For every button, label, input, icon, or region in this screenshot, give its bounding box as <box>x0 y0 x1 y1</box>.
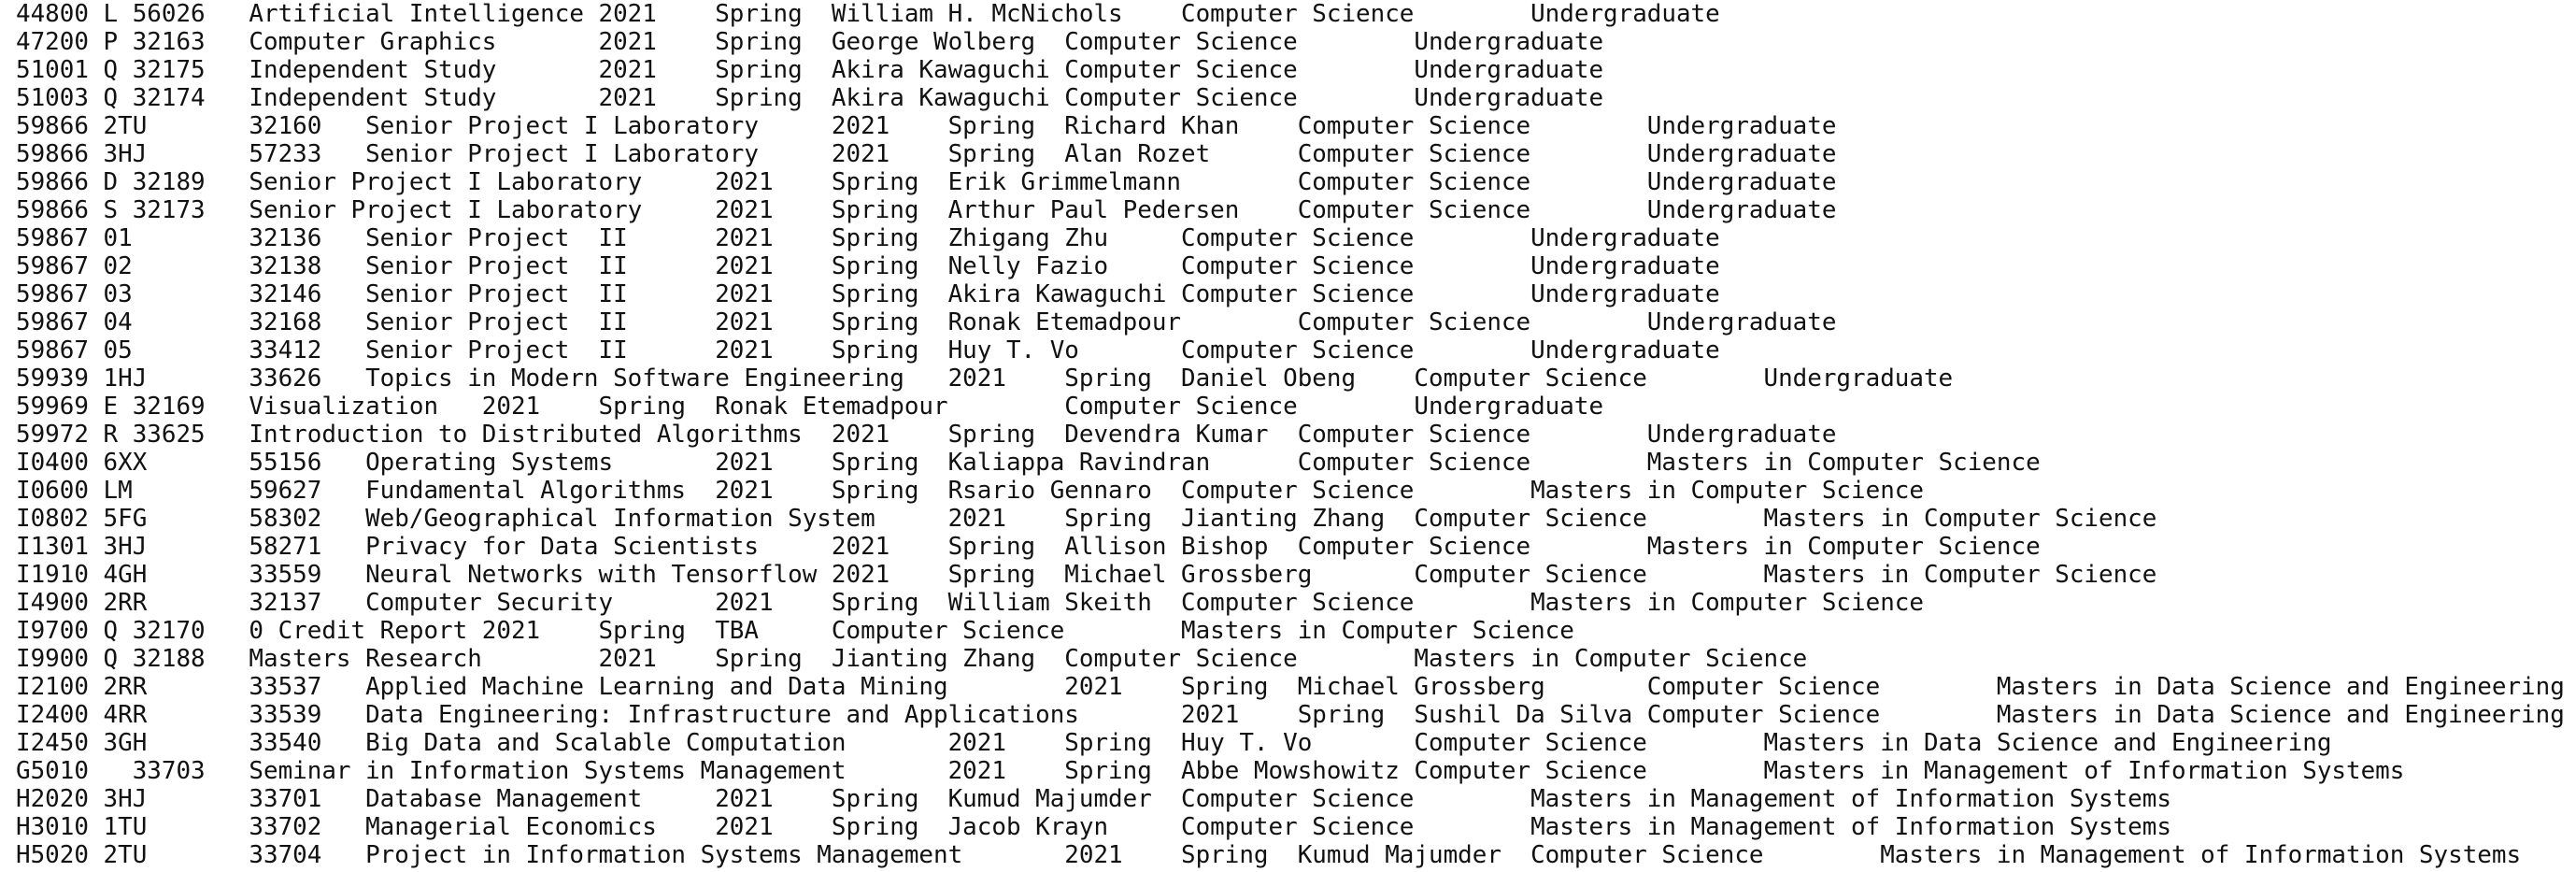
text-line: 59972 R 33625 Introduction to Distributed Algorithms 2021 Spring Devendra Kumar Computer Science Undergraduate <box>16 421 1837 449</box>
text-line: 59939 1HJ 33626 Topics in Modern Software Engineering 2021 Spring Daniel Obeng Computer Science Undergraduate <box>16 365 1954 393</box>
text-line: I9900 Q 32188 Masters Research 2021 Spring Jianting Zhang Computer Science Masters in Computer Science <box>16 645 1808 673</box>
text-line: 59866 S 32173 Senior Project I Laboratory 2021 Spring Arthur Paul Pedersen Computer Science Undergraduate <box>16 196 1837 224</box>
text-line: H5020 2TU 33704 Project in Information Systems Management 2021 Spring Kumud Majumder Computer Science Masters in Management of Information Systems <box>16 841 2522 869</box>
text-line: 59867 01 32136 Senior Project II 2021 Spring Zhigang Zhu Computer Science Undergraduate <box>16 224 1720 252</box>
text-line: 59867 03 32146 Senior Project II 2021 Spring Akira Kawaguchi Computer Science Undergraduate <box>16 280 1720 308</box>
text-line: I0802 5FG 58302 Web/Geographical Information System 2021 Spring Jianting Zhang Computer Science Masters in Computer Science <box>16 505 2157 533</box>
text-line: I2400 4RR 33539 Data Engineering: Infrastructure and Applications 2021 Spring Sushil Da Silva Computer Science Masters in Data Science and Engineering <box>16 701 2565 729</box>
text-line: 51001 Q 32175 Independent Study 2021 Spring Akira Kawaguchi Computer Science Undergraduate <box>16 56 1604 84</box>
text-line: I2100 2RR 33537 Applied Machine Learning and Data Mining 2021 Spring Michael Grossberg Computer Science Masters in Data Science and Engineering <box>16 673 2565 701</box>
text-line: H2020 3HJ 33701 Database Management 2021 Spring Kumud Majumder Computer Science Masters in Management of Information Systems <box>16 785 2171 813</box>
text-line: 59866 2TU 32160 Senior Project I Laboratory 2021 Spring Richard Khan Computer Science Undergraduate <box>16 112 1837 140</box>
text-line: 59867 04 32168 Senior Project II 2021 Spring Ronak Etemadpour Computer Science Undergraduate <box>16 308 1837 336</box>
text-line: I2450 3GH 33540 Big Data and Scalable Computation 2021 Spring Huy T. Vo Computer Science Masters in Data Science and Engineering <box>16 729 2332 757</box>
text-line: 47200 P 32163 Computer Graphics 2021 Spring George Wolberg Computer Science Undergraduate <box>16 28 1604 56</box>
text-line: 59969 E 32169 Visualization 2021 Spring Ronak Etemadpour Computer Science Undergraduate <box>16 393 1604 421</box>
text-line: 59867 05 33412 Senior Project II 2021 Spring Huy T. Vo Computer Science Undergraduate <box>16 336 1720 365</box>
text-line: I0400 6XX 55156 Operating Systems 2021 Spring Kaliappa Ravindran Computer Science Masters in Computer Science <box>16 449 2041 477</box>
text-line: 51003 Q 32174 Independent Study 2021 Spring Akira Kawaguchi Computer Science Undergraduate <box>16 84 1604 112</box>
text-line: 44800 L 56026 Artificial Intelligence 2021 Spring William H. McNichols Computer Science Undergraduate <box>16 0 1720 28</box>
text-line: G5010 33703 Seminar in Information Systems Management 2021 Spring Abbe Mowshowitz Computer Science Masters in Management of Information Systems <box>16 757 2405 785</box>
text-line: I4900 2RR 32137 Computer Security 2021 Spring William Skeith Computer Science Masters in Computer Science <box>16 589 1924 617</box>
text-line: I1910 4GH 33559 Neural Networks with Tensorflow 2021 Spring Michael Grossberg Computer Science Masters in Computer Science <box>16 561 2157 589</box>
text-line: I9700 Q 32170 0 Credit Report 2021 Spring TBA Computer Science Masters in Computer Science <box>16 617 1574 645</box>
text-line: H3010 1TU 33702 Managerial Economics 2021 Spring Jacob Krayn Computer Science Masters in Management of Information Systems <box>16 813 2171 841</box>
text-line: I0600 LM 59627 Fundamental Algorithms 2021 Spring Rsario Gennaro Computer Science Masters in Computer Science <box>16 477 1924 505</box>
text-line: 59866 3HJ 57233 Senior Project I Laboratory 2021 Spring Alan Rozet Computer Science Undergraduate <box>16 140 1837 168</box>
text-line: I1301 3HJ 58271 Privacy for Data Scientists 2021 Spring Allison Bishop Computer Science Masters in Computer Science <box>16 533 2041 561</box>
text-line: 59867 02 32138 Senior Project II 2021 Spring Nelly Fazio Computer Science Undergraduate <box>16 252 1720 280</box>
text-line: 59866 D 32189 Senior Project I Laboratory 2021 Spring Erik Grimmelmann Computer Science Undergraduate <box>16 168 1837 196</box>
